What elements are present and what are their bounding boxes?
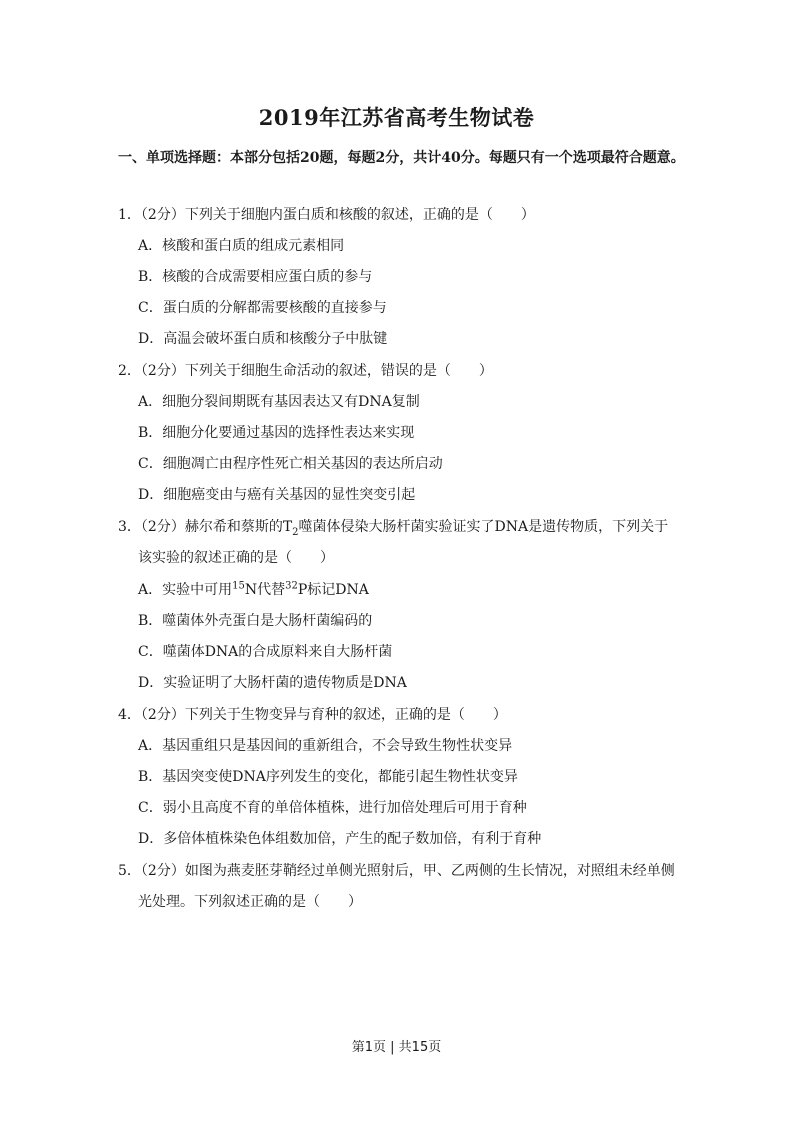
- question-3-stem: [118, 517, 668, 537]
- question-3-option-a: [138, 580, 369, 600]
- question-3-stem-part1: 3．（2分）赫尔希和蔡斯的T: [118, 519, 293, 535]
- section-heading: 一、单项选择题：本部分包括20题，每题2分，共计40分。每题只有一个选项最符合题意。: [118, 150, 685, 166]
- question-3-option-a-mid: N代替: [244, 582, 286, 598]
- question-2-option-c: C．细胞凋亡由程序性死亡相关基因的表达所启动: [138, 456, 443, 472]
- question-2-option-a: A．细胞分裂间期既有基因表达又有DNA复制: [138, 394, 420, 410]
- question-1-option-d: D．高温会破坏蛋白质和核酸分子中肽键: [138, 331, 388, 347]
- question-4-option-d: D．多倍体植株染色体组数加倍，产生的配子数加倍，有利于育种: [138, 831, 542, 847]
- question-1-option-a: A．核酸和蛋白质的组成元素相同: [138, 238, 345, 254]
- question-3-option-a-suffix: P标记DNA: [297, 582, 369, 598]
- question-5-stem-line2: 光处理。下列叙述正确的是（ ）: [138, 894, 362, 910]
- question-3-option-d: D．实验证明了大肠杆菌的遗传物质是DNA: [138, 675, 407, 691]
- question-4-option-b: B．基因突变使DNA序列发生的变化，都能引起生物性状变异: [138, 769, 518, 785]
- question-1-option-c: C．蛋白质的分解都需要核酸的直接参与: [138, 300, 387, 316]
- question-3-stem-part2: 噬菌体侵染大肠杆菌实验证实了DNA是遗传物质，下列关于: [298, 519, 669, 535]
- question-5-stem: 5．（2分）如图为燕麦胚芽鞘经过单侧光照射后，甲、乙两侧的生长情况，对照组未经单侧: [118, 863, 675, 879]
- question-3-option-c: C．噬菌体DNA的合成原料来自大肠杆菌: [138, 644, 393, 660]
- question-2-stem: 2．（2分）下列关于细胞生命活动的叙述，错误的是（ ）: [118, 363, 493, 379]
- page-title: 2019年江苏省高考生物试卷: [258, 105, 535, 130]
- question-4-option-a: A．基因重组只是基因间的重新组合，不会导致生物性状变异: [138, 738, 513, 754]
- question-3-option-a-prefix: A．实验中可用: [138, 582, 233, 598]
- question-3-option-a-sup2: 32: [285, 580, 298, 592]
- question-3-stem-line2: 该实验的叙述正确的是（ ）: [138, 550, 334, 566]
- question-2-option-d: D．细胞癌变由与癌有关基因的显性突变引起: [138, 487, 416, 503]
- question-4-stem: 4．（2分）下列关于生物变异与育种的叙述，正确的是（ ）: [118, 707, 507, 723]
- question-3-option-b: B．噬菌体外壳蛋白是大肠杆菌编码的: [138, 613, 373, 629]
- question-1-stem: 1．（2分）下列关于细胞内蛋白质和核酸的叙述，正确的是（ ）: [118, 207, 535, 223]
- page-footer: 第1页 | 共15页: [351, 1040, 442, 1055]
- question-3-option-a-sup1: 15: [232, 580, 245, 592]
- question-3-stem-subscript: 2: [292, 526, 299, 538]
- question-2-option-b: B．细胞分化要通过基因的选择性表达来实现: [138, 425, 415, 441]
- question-4-option-c: C．弱小且高度不育的单倍体植株，进行加倍处理后可用于育种: [138, 800, 527, 816]
- question-1-option-b: B．核酸的合成需要相应蛋白质的参与: [138, 269, 373, 285]
